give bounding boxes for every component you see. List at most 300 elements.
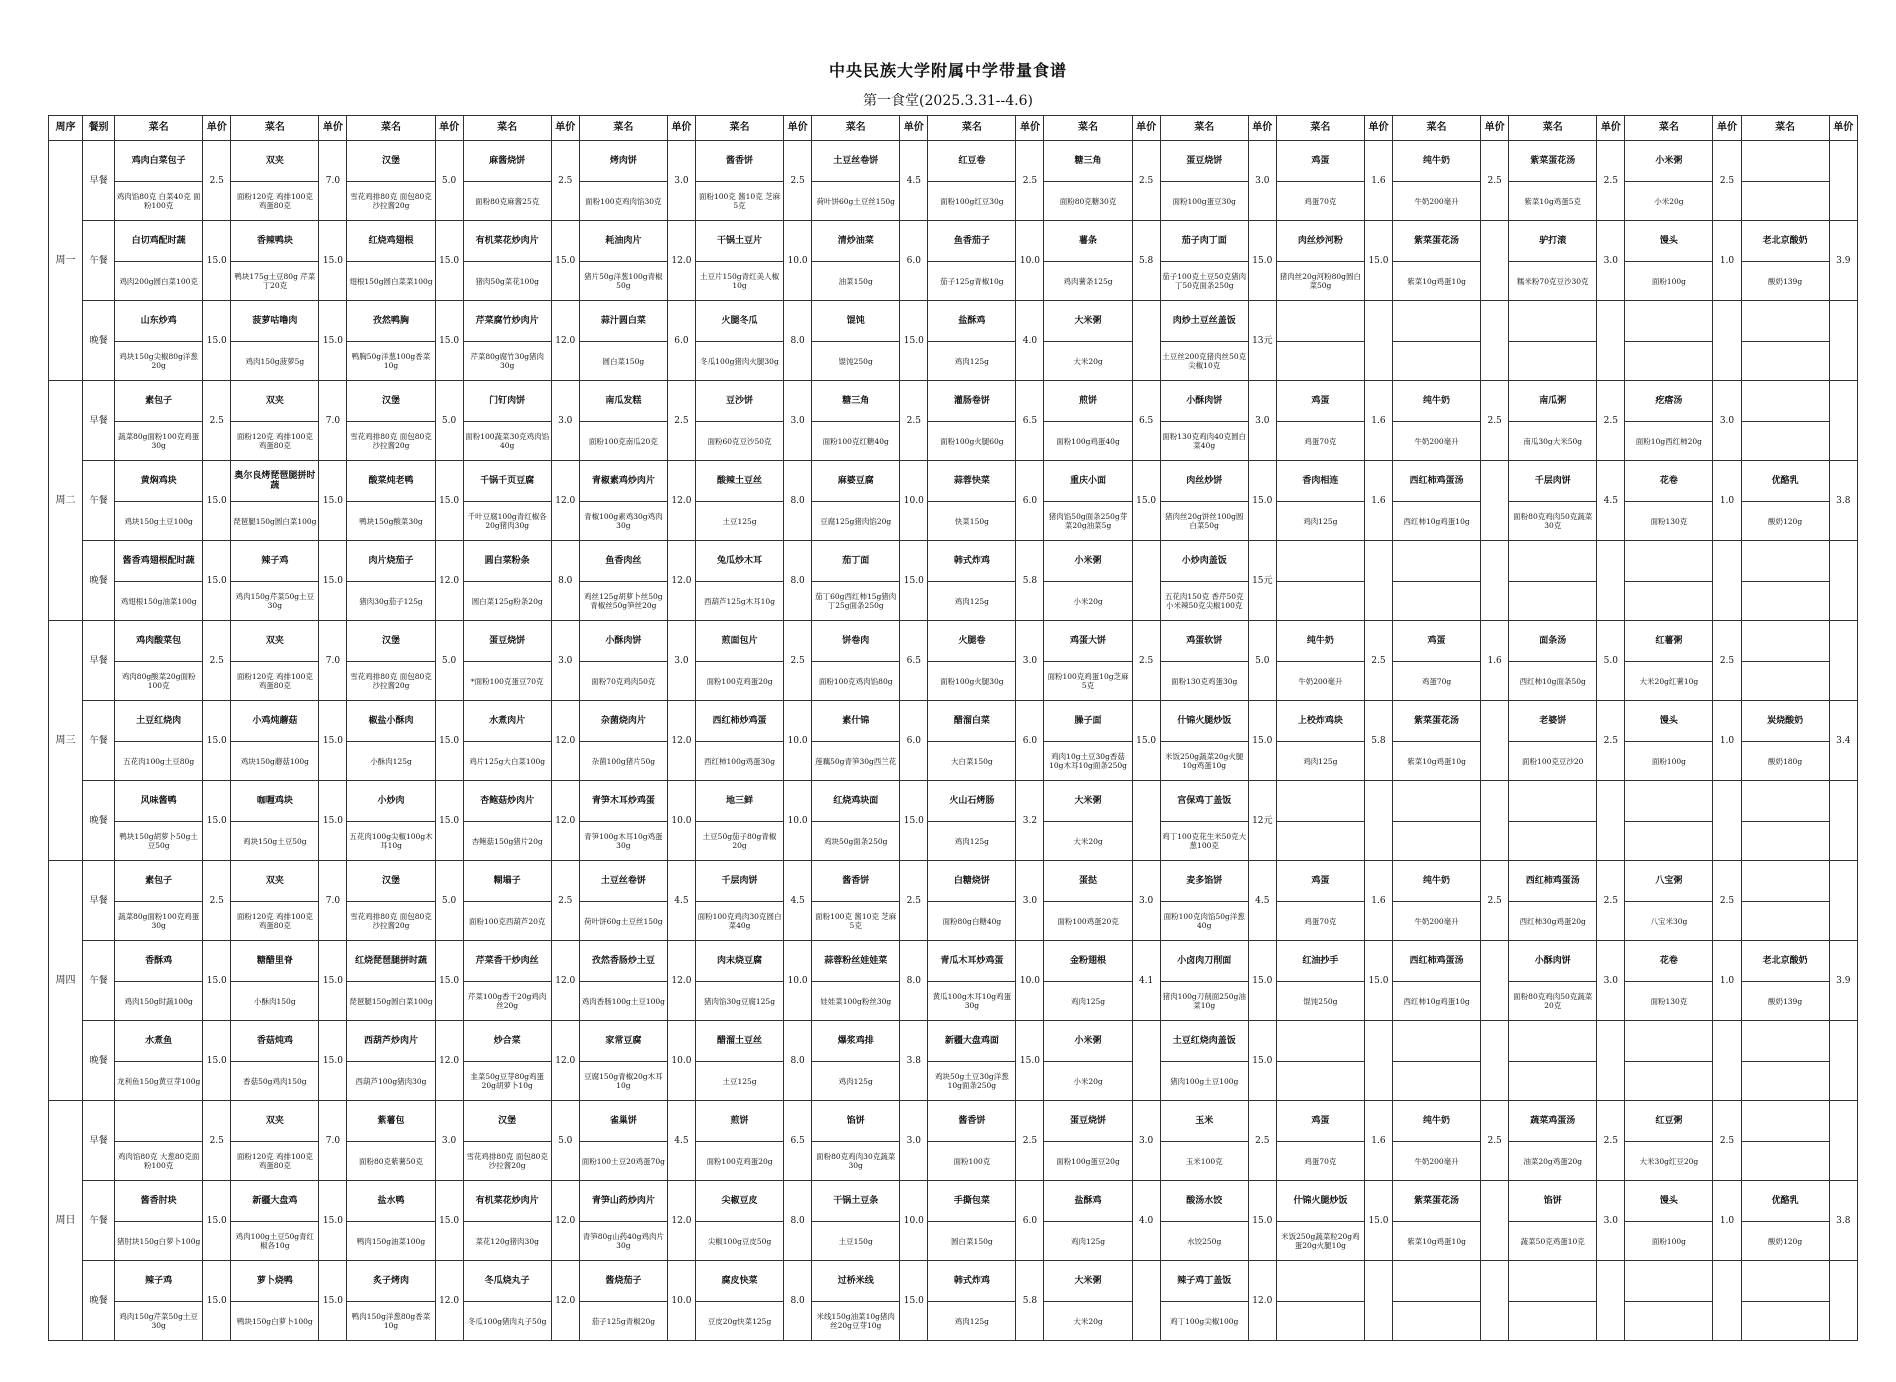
meal-label: 早餐 — [83, 141, 115, 221]
dish-ingredients: 面粉100克鸡肉馅80g — [812, 662, 900, 701]
dish-name: 上校炸鸡块 — [1276, 701, 1364, 742]
dish-name: 薯条 — [1044, 221, 1132, 262]
dish-name — [1276, 301, 1364, 342]
dish-name: 耗油肉片 — [579, 221, 667, 262]
dish-price: 1.6 — [1364, 141, 1392, 221]
header-cell: 单价 — [900, 116, 928, 141]
dish-name — [1392, 1261, 1480, 1302]
dish-price: 2.5 — [667, 381, 695, 461]
dish-name: 干锅土豆片 — [695, 221, 783, 262]
dish-ingredients: 西红柿10g鸡蛋10g — [1392, 982, 1480, 1021]
dish-price: 12.0 — [435, 1261, 463, 1341]
dish-ingredients: 鸡肉125g — [1044, 982, 1132, 1021]
header-cell: 单价 — [1364, 116, 1392, 141]
dish-ingredients: 鸡块150g土豆50g — [231, 822, 319, 861]
dish-name: 水煮鱼 — [115, 1021, 203, 1062]
dish-name — [1741, 541, 1829, 582]
dish-ingredients — [1509, 1062, 1597, 1101]
dish-name: 鱼香肉丝 — [579, 541, 667, 582]
meal-name-row — [49, 381, 1858, 422]
dish-ingredients: 雪花鸡排80克 面包80克沙拉酱20g — [347, 422, 435, 461]
dish-name: 优酪乳 — [1741, 1181, 1829, 1222]
dish-price: 15.0 — [319, 941, 347, 1021]
dish-price — [1713, 1261, 1741, 1341]
dish-name: 火山石烤肠 — [928, 781, 1016, 822]
dish-name — [1741, 1021, 1829, 1062]
dish-price: 15.0 — [203, 941, 231, 1021]
dish-ingredients: 面粉130克 — [1625, 502, 1713, 541]
dish-ingredients: 鸡肉150g时蔬100g — [115, 982, 203, 1021]
dish-price: 15.0 — [203, 301, 231, 381]
dish-price: 2.5 — [900, 381, 928, 461]
meal-label: 晚餐 — [83, 781, 115, 861]
dish-price: 3.0 — [1597, 1181, 1625, 1261]
dish-ingredients: 大米30g红豆20g — [1625, 1142, 1713, 1181]
dish-ingredients: 酸奶180g — [1741, 742, 1829, 781]
dish-price: 2.5 — [1713, 861, 1741, 941]
dish-name: 咖喱鸡块 — [231, 781, 319, 822]
dish-name: 炭烧酸奶 — [1741, 701, 1829, 742]
dish-price: 3.0 — [1248, 381, 1276, 461]
dish-ingredients: 面粉130克鸡蛋30g — [1160, 662, 1248, 701]
dish-price: 6.0 — [900, 221, 928, 301]
dish-price: 15.0 — [319, 1261, 347, 1341]
dish-name: 香肉相连 — [1276, 461, 1364, 502]
dish-ingredients: 面粉100g火腿30g — [928, 662, 1016, 701]
dish-ingredients: 蔬菜50克鸡蛋10克 — [1509, 1222, 1597, 1261]
dish-name: 肉炒土豆丝盖饭 — [1160, 301, 1248, 342]
dish-ingredients: 西红柿100g鸡蛋30g — [695, 742, 783, 781]
dish-ingredients: 青椒100g素鸡30g鸡肉30g — [579, 502, 667, 541]
dish-price — [1481, 1181, 1509, 1261]
dish-ingredients: 猪片50g洋葱100g青椒50g — [579, 262, 667, 301]
dish-price: 4.5 — [1248, 861, 1276, 941]
dish-price: 15.0 — [1248, 1021, 1276, 1101]
meal-name-row — [49, 221, 1858, 262]
dish-name: 鸡蛋 — [1276, 1101, 1364, 1142]
meal-label: 早餐 — [83, 381, 115, 461]
dish-price: 8.0 — [784, 1181, 812, 1261]
dish-name: 老北京酸奶 — [1741, 221, 1829, 262]
dish-price: 15.0 — [319, 1021, 347, 1101]
dish-price — [1597, 301, 1625, 381]
dish-name: 西红柿炒鸡蛋 — [695, 701, 783, 742]
dish-name: 新疆大盘鸡 — [231, 1181, 319, 1222]
dish-ingredients: 面粉100土豆20鸡蛋70g — [579, 1142, 667, 1181]
meal-label: 晚餐 — [83, 1261, 115, 1341]
dish-name — [1625, 781, 1713, 822]
dish-ingredients: 面粉120克 鸡排100克 鸡蛋80克 — [231, 1142, 319, 1181]
dish-price: 15.0 — [203, 461, 231, 541]
dish-name: 酱香肘块 — [115, 1181, 203, 1222]
dish-ingredients — [1741, 182, 1829, 221]
dish-name: 老婆饼 — [1509, 701, 1597, 742]
dish-ingredients: 紫菜10g鸡蛋10g — [1392, 1222, 1480, 1261]
dish-ingredients: 紫菜10g鸡蛋5克 — [1509, 182, 1597, 221]
dish-price: 6.5 — [1132, 381, 1160, 461]
dish-price: 3.0 — [1597, 941, 1625, 1021]
header-row — [49, 116, 1858, 141]
dish-ingredients: 猪肉100g土豆100g — [1160, 1062, 1248, 1101]
dish-name: 杏鲍菇炒肉片 — [463, 781, 551, 822]
dish-name: 千锅千页豆腐 — [463, 461, 551, 502]
dish-price: 8.0 — [784, 1021, 812, 1101]
dish-name: 酸菜炖老鸭 — [347, 461, 435, 502]
dish-name — [115, 1101, 203, 1142]
dish-name: 麦多馅饼 — [1160, 861, 1248, 902]
header-cell: 单价 — [1597, 116, 1625, 141]
dish-price — [1364, 1261, 1392, 1341]
dish-name: 辣子鸡 — [115, 1261, 203, 1302]
dish-price: 15.0 — [435, 221, 463, 301]
dish-name: 饼卷肉 — [812, 621, 900, 662]
dish-name: 西红柿鸡蛋汤 — [1392, 941, 1480, 982]
dish-ingredients: 酸奶139g — [1741, 262, 1829, 301]
dish-ingredients: 面粉70克鸡肉50克 — [579, 662, 667, 701]
dish-ingredients: 鸡块150g尖椒80g洋葱20g — [115, 342, 203, 381]
dish-price: 15.0 — [319, 701, 347, 781]
dish-price: 15.0 — [1016, 1021, 1044, 1101]
dish-price: 3.0 — [667, 621, 695, 701]
dish-ingredients: 面粉100g蛋豆30g — [1160, 182, 1248, 221]
dish-ingredients: 面粉100g火腿60g — [928, 422, 1016, 461]
dish-name: 馒头 — [1625, 701, 1713, 742]
dish-ingredients: 面粉100克鸡蛋20g — [695, 662, 783, 701]
dish-ingredients: 鸡丁100g尖椒100g — [1160, 1302, 1248, 1341]
dish-price: 15.0 — [1364, 1181, 1392, 1261]
dish-name: 红烧鸡块面 — [812, 781, 900, 822]
dish-price: 5.0 — [1248, 621, 1276, 701]
header-cell: 餐别 — [83, 116, 115, 141]
dish-price: 3.0 — [551, 381, 579, 461]
dish-ingredients: 鸭块150g白萝卜100g — [231, 1302, 319, 1341]
dish-name: 有机菜花炒肉片 — [463, 221, 551, 262]
dish-ingredients: 茄子100克土豆50克猪肉丁50克面条250g — [1160, 262, 1248, 301]
dish-price: 15.0 — [1132, 701, 1160, 781]
dish-price — [1713, 541, 1741, 621]
dish-name: 萝卜烧鸭 — [231, 1261, 319, 1302]
dish-price: 3.0 — [1713, 381, 1741, 461]
dish-ingredients: 面粉80克麻酱25克 — [463, 182, 551, 221]
dish-price: 3.0 — [900, 1101, 928, 1181]
dish-name: 大米粥 — [1044, 1261, 1132, 1302]
dish-price: 6.0 — [1016, 1181, 1044, 1261]
dish-price: 12.0 — [667, 941, 695, 1021]
dish-name: 干锅土豆条 — [812, 1181, 900, 1222]
meal-label: 午餐 — [83, 701, 115, 781]
dish-ingredients: 千叶豆腐100g青红椒各20g猪肉30g — [463, 502, 551, 541]
meal-label: 晚餐 — [83, 1021, 115, 1101]
dish-ingredients — [1276, 1302, 1364, 1341]
dish-ingredients: 大米20g — [1044, 342, 1132, 381]
dish-price: 3.4 — [1829, 701, 1857, 781]
dish-ingredients: 杏鲍菇150g猪片20g — [463, 822, 551, 861]
dish-ingredients: 小米20g — [1625, 182, 1713, 221]
dish-name — [1741, 861, 1829, 902]
dish-ingredients: 猪肘块150g白萝卜100g — [115, 1222, 203, 1261]
dish-ingredients: 鸭块175g土豆80g 芹菜丁20克 — [231, 262, 319, 301]
dish-ingredients: 尖椒100g豆皮50g — [695, 1222, 783, 1261]
dish-ingredients: 小酥肉150g — [231, 982, 319, 1021]
dish-price: 8.0 — [900, 941, 928, 1021]
dish-name: 红油抄手 — [1276, 941, 1364, 982]
dish-ingredients: 鸡肉125g — [928, 342, 1016, 381]
dish-price: 15.0 — [203, 1261, 231, 1341]
header-cell: 单价 — [1713, 116, 1741, 141]
dish-price — [1829, 1261, 1857, 1341]
dish-price: 10.0 — [1016, 941, 1044, 1021]
dish-ingredients: 鸡蛋70克 — [1276, 422, 1364, 461]
dish-ingredients — [1276, 582, 1364, 621]
dish-price: 2.5 — [1016, 141, 1044, 221]
dish-name: 兔瓜炒木耳 — [695, 541, 783, 582]
dish-ingredients: 猪肉馅30g豆腐125g — [695, 982, 783, 1021]
dish-price: 2.5 — [784, 621, 812, 701]
dish-name — [1741, 141, 1829, 182]
dish-ingredients: 面粉130克鸡肉40克圆白菜40g — [1160, 422, 1248, 461]
dish-ingredients: 面粉80克糖30克 — [1044, 182, 1132, 221]
dish-name — [1509, 301, 1597, 342]
dish-ingredients: *面粉100克蛋豆70克 — [463, 662, 551, 701]
dish-price: 4.0 — [1016, 301, 1044, 381]
dish-name: 冬瓜烧丸子 — [463, 1261, 551, 1302]
dish-ingredients: 圆白菜125g粉条20g — [463, 582, 551, 621]
header-cell: 菜名 — [231, 116, 319, 141]
dish-ingredients: 鸡肉125g — [1044, 1222, 1132, 1261]
dish-price — [1364, 781, 1392, 861]
header-cell: 单价 — [1481, 116, 1509, 141]
dish-price: 15.0 — [319, 1181, 347, 1261]
dish-ingredients — [1625, 1302, 1713, 1341]
dish-name: 宫保鸡丁盖饭 — [1160, 781, 1248, 822]
dish-name: 煎饼 — [695, 1101, 783, 1142]
dish-name: 纯牛奶 — [1392, 141, 1480, 182]
dish-price: 7.0 — [319, 141, 347, 221]
dish-name: 素包子 — [115, 861, 203, 902]
dish-price — [1132, 1021, 1160, 1101]
dish-price: 5.0 — [435, 141, 463, 221]
dish-price: 2.5 — [203, 1101, 231, 1181]
dish-ingredients: 面粉100g鸡蛋40g — [1044, 422, 1132, 461]
dish-price: 15.0 — [435, 1181, 463, 1261]
dish-ingredients — [1625, 342, 1713, 381]
meal-name-row — [49, 941, 1858, 982]
dish-ingredients: 莲藕50g青笋30g西兰花 — [812, 742, 900, 781]
dish-price: 15.0 — [203, 701, 231, 781]
dish-name: 双夹 — [231, 141, 319, 182]
dish-price: 2.5 — [1481, 861, 1509, 941]
dish-name: 酱香饼 — [695, 141, 783, 182]
dish-price: 10.0 — [667, 1261, 695, 1341]
dish-price — [1481, 1021, 1509, 1101]
dish-price: 12.0 — [435, 1021, 463, 1101]
dish-name — [1392, 301, 1480, 342]
dish-ingredients: 小酥肉125g — [347, 742, 435, 781]
dish-name: 煎饼 — [1044, 381, 1132, 422]
dish-ingredients: 面粉100鸡蛋20克 — [1044, 902, 1132, 941]
dish-ingredients: 鸡肉125g — [1276, 742, 1364, 781]
dish-price — [1829, 1101, 1857, 1181]
header-cell: 菜名 — [115, 116, 203, 141]
dish-name — [1276, 541, 1364, 582]
dish-name: 馅饼 — [1509, 1181, 1597, 1222]
dish-ingredients: 鸭块150g酸菜30g — [347, 502, 435, 541]
dish-name: 蔬菜鸡蛋汤 — [1509, 1101, 1597, 1142]
meal-name-row — [49, 621, 1858, 662]
dish-name: 火腿冬瓜 — [695, 301, 783, 342]
dish-name: 香菇炖鸡 — [231, 1021, 319, 1062]
dish-name: 大米粥 — [1044, 781, 1132, 822]
dish-name: 盐酥鸡 — [1044, 1181, 1132, 1222]
dish-price: 5.8 — [1016, 541, 1044, 621]
dish-price: 12.0 — [551, 781, 579, 861]
dish-price: 3.2 — [1016, 781, 1044, 861]
dish-name: 肉片烧茄子 — [347, 541, 435, 582]
header-cell: 菜名 — [463, 116, 551, 141]
dish-ingredients: 油菜20g鸡蛋20g — [1509, 1142, 1597, 1181]
dish-price: 5.0 — [435, 861, 463, 941]
dish-ingredients: 五花肉100g尖椒100g木耳10g — [347, 822, 435, 861]
dish-name: 紫菜蛋花汤 — [1392, 221, 1480, 262]
dish-price: 15.0 — [900, 1261, 928, 1341]
dish-ingredients — [1625, 582, 1713, 621]
menu-table — [48, 115, 1858, 1341]
dish-ingredients: 牛奶200毫升 — [1392, 902, 1480, 941]
header-cell: 单价 — [319, 116, 347, 141]
dish-price: 1.6 — [1481, 621, 1509, 701]
dish-price — [1829, 1021, 1857, 1101]
dish-price: 8.0 — [784, 301, 812, 381]
dish-name: 小米粥 — [1044, 541, 1132, 582]
dish-ingredients — [1741, 342, 1829, 381]
dish-name: 蒜蓉粉丝娃娃菜 — [812, 941, 900, 982]
meal-label: 午餐 — [83, 941, 115, 1021]
dish-price: 15.0 — [203, 1021, 231, 1101]
dish-name: 青笋山药炒肉片 — [579, 1181, 667, 1222]
dish-ingredients: 鸭肉150g油菜100g — [347, 1222, 435, 1261]
dish-price: 5.0 — [435, 381, 463, 461]
header-cell: 周序 — [49, 116, 83, 141]
dish-ingredients: 荷叶饼60g土豆丝150g — [579, 902, 667, 941]
dish-price: 1.0 — [1713, 941, 1741, 1021]
dish-price: 4.5 — [667, 1101, 695, 1181]
meal-name-row — [49, 141, 1858, 182]
dish-price: 3.0 — [1248, 141, 1276, 221]
header-cell: 菜名 — [1392, 116, 1480, 141]
header-cell: 单价 — [435, 116, 463, 141]
dish-ingredients: 面粉100g — [1625, 742, 1713, 781]
dish-name: 西葫芦炒肉片 — [347, 1021, 435, 1062]
dish-name: 白切鸡配时蔬 — [115, 221, 203, 262]
dish-name: 纯牛奶 — [1276, 621, 1364, 662]
dish-ingredients: 韭菜50g豆芽80g鸡蛋20g胡萝卜10g — [463, 1062, 551, 1101]
dish-name: 小米粥 — [1625, 141, 1713, 182]
dish-price — [1829, 621, 1857, 701]
dish-name: 辣子鸡丁盖饭 — [1160, 1261, 1248, 1302]
dish-ingredients: 鸡肉150g芹菜50g土豆30g — [231, 582, 319, 621]
dish-price: 6.0 — [1016, 701, 1044, 781]
dish-ingredients: 鸡块50g面条250g — [812, 822, 900, 861]
header-cell: 单价 — [1132, 116, 1160, 141]
dish-name: 汉堡 — [463, 1101, 551, 1142]
dish-ingredients — [1276, 1062, 1364, 1101]
dish-name: 小酥肉饼 — [1509, 941, 1597, 982]
dish-price: 15.0 — [203, 1181, 231, 1261]
dish-name: 什锦火腿炒饭 — [1276, 1181, 1364, 1222]
dish-price: 15.0 — [900, 541, 928, 621]
dish-name: 麻婆豆腐 — [812, 461, 900, 502]
dish-price: 2.5 — [1481, 1101, 1509, 1181]
dish-ingredients: 猪肉100g刀削面250g油菜10g — [1160, 982, 1248, 1021]
dish-name: 雀巢饼 — [579, 1101, 667, 1142]
dish-ingredients: 鸡肉125g — [928, 1302, 1016, 1341]
header-cell: 菜名 — [1509, 116, 1597, 141]
dish-name: 水煮肉片 — [463, 701, 551, 742]
dish-name: 千层肉饼 — [695, 861, 783, 902]
dish-name: 鱼香茄子 — [928, 221, 1016, 262]
dish-price: 3.9 — [1829, 221, 1857, 301]
dish-price: 12.0 — [667, 701, 695, 781]
dish-ingredients: 圆白菜150g — [928, 1222, 1016, 1261]
dish-price — [1481, 701, 1509, 781]
dish-price: 12.0 — [551, 1261, 579, 1341]
dish-name — [1276, 1261, 1364, 1302]
dish-ingredients: 馄饨250g — [812, 342, 900, 381]
dish-name: 青瓜木耳炒鸡蛋 — [928, 941, 1016, 982]
dish-price: 3.0 — [1597, 221, 1625, 301]
dish-name: 大米粥 — [1044, 301, 1132, 342]
dish-price: 15元 — [1248, 541, 1276, 621]
dish-name: 双夹 — [231, 621, 319, 662]
dish-price: 1.6 — [1364, 461, 1392, 541]
dish-price: 4.1 — [1132, 941, 1160, 1021]
dish-name: 西红柿鸡蛋汤 — [1509, 861, 1597, 902]
dish-name: 纯牛奶 — [1392, 1101, 1480, 1142]
dish-price: 3.0 — [435, 1101, 463, 1181]
dish-ingredients: 面粉100克鸡肉30克圆白菜40g — [695, 902, 783, 941]
dish-ingredients: 雪花鸡排80克 面包80克沙拉酱20g — [347, 182, 435, 221]
dish-ingredients: 面粉80克鸡肉30克蔬菜30g — [812, 1142, 900, 1181]
dish-name: 麻酱烧饼 — [463, 141, 551, 182]
dish-name: 汉堡 — [347, 141, 435, 182]
dish-name: 盐水鸭 — [347, 1181, 435, 1222]
header-cell: 单价 — [203, 116, 231, 141]
dish-name — [1392, 541, 1480, 582]
dish-price: 3.0 — [667, 141, 695, 221]
dish-price: 2.5 — [203, 141, 231, 221]
dish-price: 10.0 — [784, 701, 812, 781]
dish-ingredients: 馄饨250g — [1276, 982, 1364, 1021]
dish-price: 12.0 — [551, 461, 579, 541]
dish-name: 纯牛奶 — [1392, 381, 1480, 422]
dish-ingredients — [1741, 662, 1829, 701]
dish-price: 12.0 — [435, 541, 463, 621]
dish-ingredients: 面粉120克 鸡排100克 鸡蛋80克 — [231, 902, 319, 941]
dish-price: 15.0 — [203, 781, 231, 861]
dish-name: 辣子鸡 — [231, 541, 319, 582]
dish-name: 鸡肉酸菜包 — [115, 621, 203, 662]
dish-ingredients: 香菇50g鸡肉150g — [231, 1062, 319, 1101]
dish-ingredients: 鸡翅根150g油菜100g — [115, 582, 203, 621]
header-cell: 菜名 — [1044, 116, 1132, 141]
dish-ingredients: 酸奶139g — [1741, 982, 1829, 1021]
dish-name — [1276, 1021, 1364, 1062]
dish-ingredients: 酸奶120g — [1741, 1222, 1829, 1261]
dish-name — [1625, 1261, 1713, 1302]
dish-name: 鸡蛋大饼 — [1044, 621, 1132, 662]
dish-name: 金粉翅根 — [1044, 941, 1132, 982]
dish-name: 鸡肉白菜包子 — [115, 141, 203, 182]
